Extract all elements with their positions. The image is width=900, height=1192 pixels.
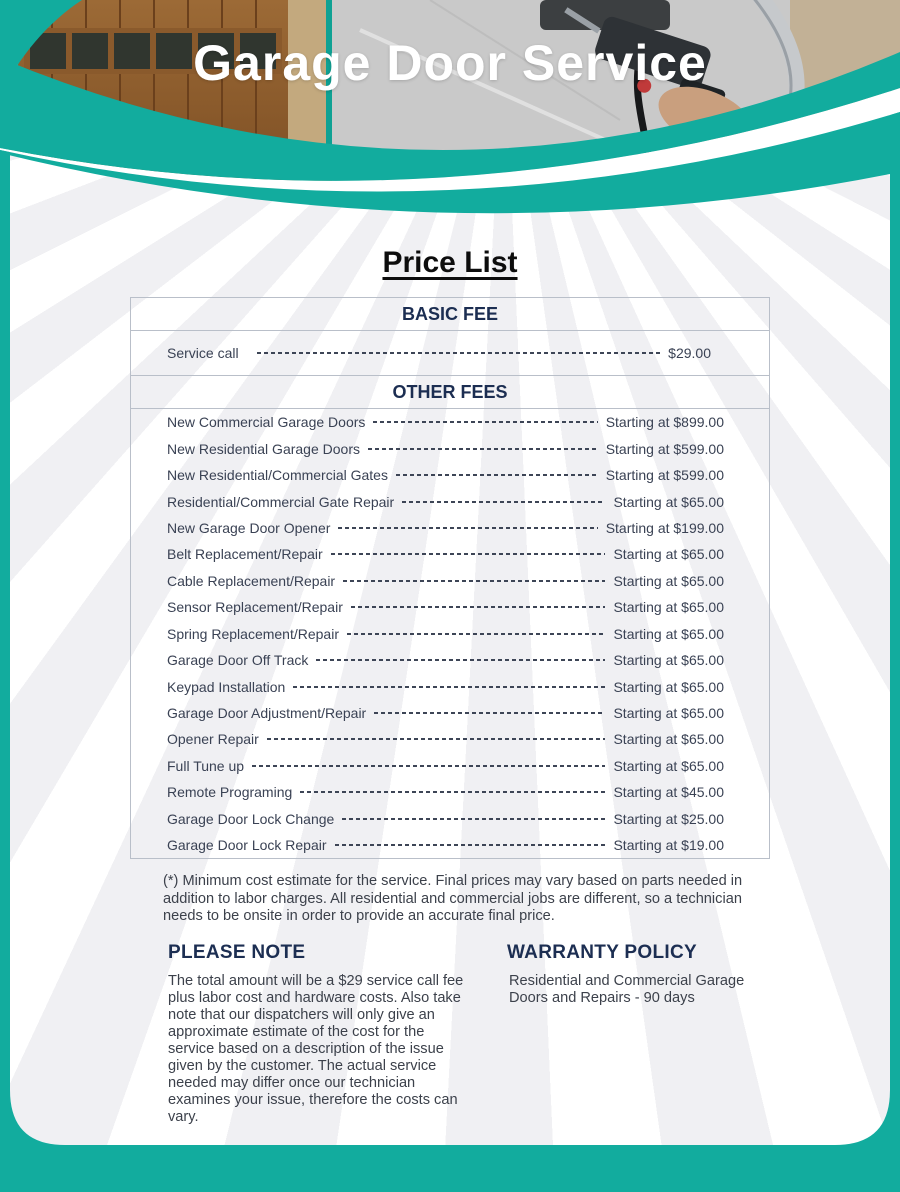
dashed-leader xyxy=(267,738,606,740)
fee-row xyxy=(131,331,769,375)
fee-row xyxy=(131,726,769,752)
dashed-leader xyxy=(396,474,598,476)
warranty-heading: WARRANTY POLICY xyxy=(507,942,697,963)
fee-price: Starting at $65.00 xyxy=(613,757,724,774)
fee-row xyxy=(131,832,769,858)
fee-price: Starting at $65.00 xyxy=(613,493,724,510)
fee-label: Opener Repair xyxy=(167,731,259,748)
page-title: Garage Door Service xyxy=(193,35,707,91)
fee-row xyxy=(131,409,769,435)
price-list-heading: Price List xyxy=(382,246,518,279)
fee-row xyxy=(131,488,769,514)
please-note-heading: PLEASE NOTE xyxy=(168,942,306,963)
fee-row xyxy=(131,515,769,541)
fee-price: Starting at $25.00 xyxy=(613,810,724,827)
fee-price: Starting at $65.00 xyxy=(613,546,724,563)
dashed-leader xyxy=(293,686,605,688)
fee-row xyxy=(131,541,769,567)
fee-price: Starting at $65.00 xyxy=(613,705,724,722)
section-heading: OTHER FEES xyxy=(131,376,769,409)
dashed-leader xyxy=(351,606,606,608)
fee-label: Sensor Replacement/Repair xyxy=(167,599,343,616)
fee-label: Keypad Installation xyxy=(167,678,286,695)
fee-row xyxy=(131,568,769,594)
fee-row xyxy=(131,647,769,673)
fee-label: Garage Door Adjustment/Repair xyxy=(167,705,367,722)
fee-label: New Commercial Garage Doors xyxy=(167,414,366,431)
fee-label: Garage Door Lock Repair xyxy=(167,837,327,854)
fee-label: New Garage Door Opener xyxy=(167,519,331,536)
fee-price: Starting at $65.00 xyxy=(613,599,724,616)
fee-row xyxy=(131,779,769,805)
fee-label: New Residential Garage Doors xyxy=(167,440,360,457)
fee-row xyxy=(131,673,769,699)
dashed-leader xyxy=(373,421,597,423)
fee-row xyxy=(131,435,769,461)
fee-label: New Residential/Commercial Gates xyxy=(167,467,388,484)
fee-price: Starting at $599.00 xyxy=(605,467,724,484)
dashed-leader xyxy=(347,633,605,635)
fee-price: Starting at $65.00 xyxy=(613,625,724,642)
dashed-leader xyxy=(338,527,597,529)
fee-price: Starting at $199.00 xyxy=(605,519,724,536)
fee-label: Spring Replacement/Repair xyxy=(167,625,339,642)
fee-label: Garage Door Off Track xyxy=(167,652,309,669)
dashed-leader xyxy=(331,553,606,555)
fee-label: Belt Replacement/Repair xyxy=(167,546,323,563)
fee-row xyxy=(131,621,769,647)
fee-price: Starting at $65.00 xyxy=(613,572,724,589)
fee-label: Residential/Commercial Gate Repair xyxy=(167,493,395,510)
fee-row xyxy=(131,700,769,726)
section-heading: BASIC FEE xyxy=(131,298,769,331)
fee-row xyxy=(131,594,769,620)
fee-label: Garage Door Lock Change xyxy=(167,810,335,827)
dashed-leader xyxy=(300,791,605,793)
dashed-leader xyxy=(343,580,605,582)
dashed-leader xyxy=(368,448,598,450)
fee-label: Remote Programing xyxy=(167,784,293,801)
price-table xyxy=(130,297,770,859)
dashed-leader xyxy=(374,712,605,714)
fee-row xyxy=(131,806,769,832)
fee-label: Full Tune up xyxy=(167,757,245,774)
fee-row xyxy=(131,462,769,488)
dashed-leader xyxy=(257,352,661,354)
fee-price: Starting at $65.00 xyxy=(613,731,724,748)
fee-price: Starting at $45.00 xyxy=(613,784,724,801)
fee-price: Starting at $599.00 xyxy=(605,440,724,457)
fee-price: Starting at $65.00 xyxy=(613,678,724,695)
dashed-leader xyxy=(402,501,605,503)
fee-price: Starting at $19.00 xyxy=(613,837,724,854)
dashed-leader xyxy=(342,818,605,820)
warranty-body: Residential and Commercial Garage Doors and Repairs - 90 days xyxy=(509,973,745,1006)
bottom-teal-curve xyxy=(0,1057,900,1192)
dashed-leader xyxy=(252,765,605,767)
fee-price: Starting at $65.00 xyxy=(613,652,724,669)
dashed-leader xyxy=(335,844,606,846)
fee-row xyxy=(131,753,769,779)
fee-rows xyxy=(131,331,769,376)
fee-price: $29.00 xyxy=(668,345,711,361)
dashed-leader xyxy=(316,659,605,661)
please-note-body: The total amount will be a $29 service call fee plus labor cost and hardware costs. Also take note that our dispatchers will only give an approximate estimate of the cost for the service based on a description of the issue given by the customer. The actual service needed may differ once our technician examines your issue, therefore the costs can vary. xyxy=(168,973,464,1125)
fee-rows xyxy=(131,409,769,858)
fee-label: Cable Replacement/Repair xyxy=(167,572,336,589)
fee-price: Starting at $899.00 xyxy=(605,414,724,431)
fee-label: Service call xyxy=(167,345,239,361)
footnote-text: (*) Minimum cost estimate for the service. Final prices may vary based on parts needed in addition to labor charges. All residential and commercial jobs are different, so a technician needs to be onsite in order to provide an accurate final price. xyxy=(163,873,743,924)
